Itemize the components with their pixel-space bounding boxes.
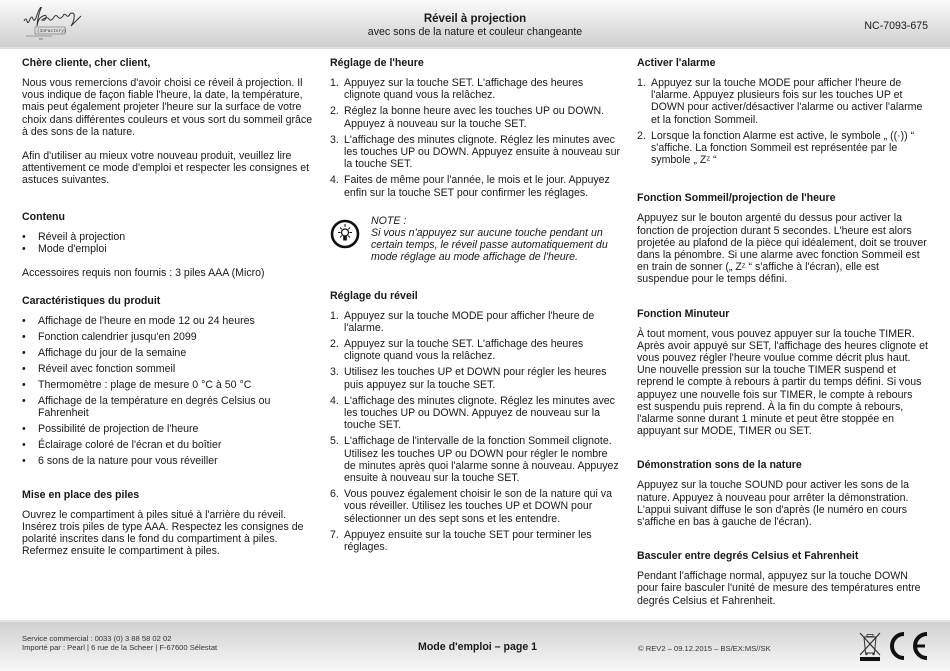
feature-item: • Réveil avec fonction sommeil — [22, 363, 314, 375]
step-item: 4. L'affichage des minutes clignote. Réglez les minutes avec les touches UP ou DOWN. Appuyez de nouveau sur la touche SET. — [330, 394, 615, 432]
feature-item: • Affichage de la température en degrés Celsius ou Fahrenheit — [22, 395, 314, 419]
importer-line: Importé par : Pearl | 6 rue de la Scheer | F-67600 Sélestat — [22, 643, 218, 653]
features-list — [22, 315, 314, 467]
time-setting-steps — [330, 77, 622, 199]
timer-paragraph: À tout moment, vous pouvez appuyer sur la touche TIMER. Après avoir appuyé sur SET, l'affichage des heures clignote et vous pouvez régler l'heure voulue comme décrit plus haut. Une nouvelle pression sur la touche TIMER suspend et reprend le compte à rebours à partir du temps défini. Si vous appuyez une nouvelle fois sur TIMER, le compte à rebours est suspendu puis reprend. À la fin du compte à rebours, l'alarme sonne durant 1 minute et peut être stoppée en appuyant sur MODE, TIMER ou SET. — [637, 327, 928, 438]
step-item: 1. Appuyez sur la touche MODE pour afficher l'heure de l'alarme. — [330, 309, 595, 334]
greeting-heading: Chère cliente, cher client, — [22, 57, 151, 69]
demo-heading: Démonstration sons de la nature — [637, 459, 802, 472]
feature-item: • Possibilité de projection de l'heure — [22, 423, 314, 435]
step-item: 2. Réglez la bonne heure avec les touches UP ou DOWN. Appuyez à nouveau sur la touche SET. — [330, 105, 605, 130]
note-box — [330, 215, 622, 264]
contents-item: • Mode d'emploi — [22, 243, 314, 255]
feature-item: • Éclairage coloré de l'écran et du boîtier — [22, 439, 314, 451]
infactory-logo-icon — [20, 7, 90, 43]
column-intro — [22, 57, 314, 570]
service-line: Service commercial : 0033 (0) 3 88 58 02 02 — [22, 634, 172, 643]
infactory-logo — [20, 7, 90, 43]
step-item: 5. L'affichage de l'intervalle de la fonction Sommeil clignote. Utilisez les touches UP ou DOWN pour régler le nombre de minutes après quoi l'alarme sonne à nouveau. Appuyez ensuite à nouveau sur la touche SET. — [330, 435, 619, 485]
feature-item: • Affichage de l'heure en mode 12 ou 24 heures — [22, 315, 314, 327]
demo-paragraph: Appuyez sur la touche SOUND pour activer les sons de la nature. Appuyez à nouveau pour arrêter la démonstration. L'appui suivant diffuse le son d'après (le numéro en cours s'affiche en bas à gauche de l'écran). — [637, 479, 910, 529]
document-title-block — [320, 13, 630, 39]
footer-contact — [22, 634, 217, 653]
features-heading: Caractéristiques du produit — [22, 295, 161, 308]
contents-item: • Réveil à projection — [22, 231, 314, 243]
step-item: 7. Appuyez ensuite sur la touche SET pour terminer les réglages. — [330, 528, 592, 554]
contents-heading: Contenu — [22, 210, 65, 223]
feature-item: • 6 sons de la nature pour vous réveiller — [22, 455, 314, 467]
intro-paragraph-2: Afin d'utiliser au mieux votre nouveau produit, veuillez lire attentivement ce mode d'emploi et respecter les consignes et astuces suivantes. — [22, 150, 310, 187]
model-number: NC-7093-675 — [864, 20, 928, 32]
contents-list — [22, 231, 314, 255]
units-paragraph: Pendant l'affichage normal, appuyez sur la touche DOWN pour faire basculer l'unité de mesure des températures entre degrés Celsius et Fahrenheit. — [637, 570, 921, 607]
document-subtitle: avec sons de la nature et couleur changeante — [367, 26, 583, 38]
weee-bin-icon — [858, 631, 882, 663]
step-item: 2. Appuyez sur la touche SET. L'affichage des heures clignote quand vous la relâchez. — [330, 338, 584, 363]
batteries-heading: Mise en place des piles — [22, 488, 140, 501]
snooze-projection-paragraph: Appuyez sur le bouton argenté du dessus pour activer la fonction de projection durant 5 secondes. L'heure est alors projetée au plafond de la pièce qui idéalement, doit se trouver dans la pénombre. Si une alarme avec fonction Sommeil est en train de sonner („ Zᶻ “ s'affiche à l'écran), elle est suspendue pour le temps défini. — [637, 212, 927, 286]
step-item: 3. Utilisez les touches UP et DOWN pour régler les heures puis appuyez sur la touche SET. — [330, 366, 607, 391]
step-item: 6. Vous pouvez également choisir le son de la nature qui va vous réveiller. Utilisez les touches UP et DOWN pour sélectionner un des sept sons et les entendre. — [330, 488, 612, 525]
page-header — [0, 0, 950, 49]
column-settings — [330, 57, 622, 565]
batteries-paragraph: Ouvrez le compartiment à piles situé à l'arrière du réveil. Insérez trois piles de type AAA. Respectez les consignes de polarité inscrites dans le fond du compartiment à piles. Refermez ensuite le compartiment à piles. — [22, 508, 304, 558]
step-item: 3. L'affichage des minutes clignote. Réglez les minutes avec les touches UP ou DOWN. Appuyez ensuite à nouveau sur la touche SET. — [330, 133, 620, 171]
units-heading: Basculer entre degrés Celsius et Fahrenheit — [637, 550, 859, 563]
page-label: Mode d'emploi – page 1 — [418, 641, 538, 653]
step-item: 4. Faites de même pour l'année, le mois et le jour. Appuyez enfin sur la touche SET pour confirmer les réglages. — [330, 174, 610, 199]
alarm-setting-heading: Réglage du réveil — [330, 289, 418, 302]
intro-paragraph-1: Nous vous remercions d'avoir choisi ce réveil à projection. Il vous indique de façon fiable l'heure, la date, la température, mais peut également projeter l'heure sur la surface de votre choix dans différentes couleurs et vous sort du sommeil grâce à des sons de la nature. — [22, 77, 313, 138]
feature-item: • Affichage du jour de la semaine — [22, 347, 314, 359]
revision-text: © REV2 – 09.12.2015 – BS/EX:MS//SK — [638, 644, 771, 653]
activate-alarm-heading: Activer l'alarme — [637, 57, 716, 69]
svg-text:TM: TM — [39, 38, 43, 41]
snooze-projection-heading: Fonction Sommeil/projection de l'heure — [637, 192, 836, 205]
feature-item: • Thermomètre : plage de mesure 0 °C à 50 °C — [22, 379, 314, 391]
activate-alarm-steps — [637, 77, 929, 166]
ce-mark-icon — [887, 631, 931, 661]
lightbulb-icon — [330, 219, 360, 249]
feature-item: • Fonction calendrier jusqu'en 2099 — [22, 331, 314, 343]
column-functions — [637, 57, 929, 619]
svg-text:(InFactory): (InFactory) — [37, 29, 67, 34]
page-footer — [0, 620, 950, 671]
accessories-note: Accessoires requis non fournis : 3 piles AAA (Micro) — [22, 267, 265, 280]
note-label: NOTE : — [371, 214, 407, 227]
alarm-setting-steps — [330, 310, 622, 554]
document-title: Réveil à projection — [423, 13, 527, 25]
note-text: Si vous n'appuyez sur aucune touche pendant un certain temps, le réveil passe automatiquement du mode réglage au mode affichage de l'heure. — [371, 227, 608, 264]
timer-heading: Fonction Minuteur — [637, 307, 730, 320]
step-item: 1. Appuyez sur la touche MODE pour afficher l'heure de l'alarme. Appuyez plusieurs fois sur les touches UP et DOWN pour activer/désactiver l'alarme ou activer l'alarme et la fonction Sommeil. — [637, 77, 923, 126]
step-item: 2. Lorsque la fonction Alarme est active, le symbole „ ((·)) “ s'affiche. La fonction Sommeil est représentée par le symbole „ Zᶻ “ — [637, 129, 915, 167]
step-item: 1. Appuyez sur la touche SET. L'affichage des heures clignote quand vous la relâchez. — [330, 77, 584, 102]
time-setting-heading: Réglage de l'heure — [330, 57, 424, 69]
